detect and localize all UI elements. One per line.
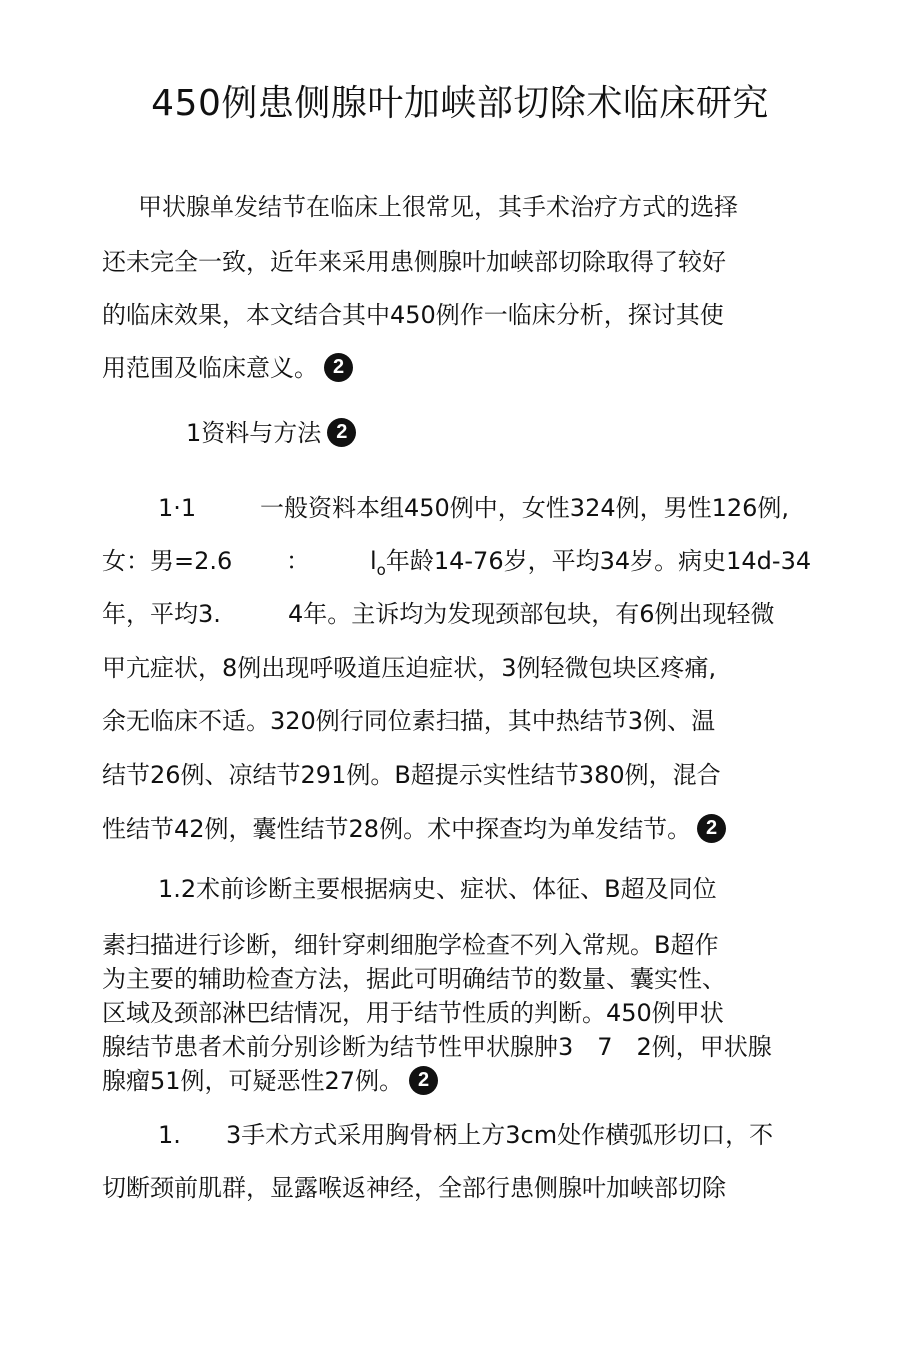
paragraph-line: 一般资料本组450例中，女性324例，男性126例, bbox=[260, 494, 790, 522]
footnote-marker-icon: 2 bbox=[697, 814, 726, 843]
ratio-letter: l bbox=[370, 547, 377, 575]
paragraph-text: 性结节42例，囊性结节28例。术中探查均为单发结节。 bbox=[102, 815, 692, 843]
section-heading-text: 1资料与方法 bbox=[186, 419, 322, 447]
intro-line-last bbox=[102, 351, 353, 385]
age-text: 年龄14-76岁，平均34岁。病史14d-34 bbox=[385, 547, 812, 575]
intro-line: 的临床效果，本文结合其中450例作一临床分析，探讨其使 bbox=[102, 301, 724, 329]
paragraph-line: 1.2术前诊断主要根据病史、症状、体征、B超及同位 bbox=[158, 875, 717, 903]
footnote-marker-icon: 2 bbox=[327, 418, 356, 447]
paragraph-line-segment: 4年。主诉均为发现颈部包块，有6例出现轻微 bbox=[288, 600, 775, 628]
paragraph-line: 素扫描进行诊断，细针穿刺细胞学检查不列入常规。B超作 bbox=[102, 931, 719, 959]
paragraph-line: 3手术方式采用胸骨柄上方3cm处作横弧形切口，不 bbox=[226, 1121, 774, 1149]
paragraph-line-segment: ： bbox=[286, 547, 310, 575]
subsection-number: 1·1 bbox=[158, 494, 197, 522]
paragraph-line-segment: 女：男=2.6 bbox=[102, 547, 233, 575]
intro-line: 甲状腺单发结节在临床上很常见，其手术治疗方式的选择 bbox=[138, 193, 738, 221]
paragraph-line: 腺结节患者术前分别诊断为结节性甲状腺肿3 7 2例，甲状腺 bbox=[102, 1033, 772, 1061]
paragraph-line: 甲亢症状，8例出现呼吸道压迫症状，3例轻微包块区疼痛, bbox=[102, 654, 717, 682]
paragraph-line: 切断颈前肌群，显露喉返神经，全部行患侧腺叶加峡部切除 bbox=[102, 1174, 726, 1202]
paragraph-line: 余无临床不适。320例行同位素扫描，其中热结节3例、温 bbox=[102, 707, 716, 735]
paragraph-line-segment bbox=[370, 544, 811, 581]
paragraph-line-last bbox=[102, 1064, 438, 1098]
ratio-subscript: o bbox=[376, 561, 386, 579]
paragraph-line: 结节26例、凉结节291例。B超提示实性结节380例，混合 bbox=[102, 761, 721, 789]
footnote-marker-icon: 2 bbox=[324, 353, 353, 382]
paragraph-text: 腺瘤51例，可疑恶性27例。 bbox=[102, 1067, 404, 1095]
intro-line: 还未完全一致，近年来采用患侧腺叶加峡部切除取得了较好 bbox=[102, 248, 726, 276]
paragraph-line-segment: 年，平均3. bbox=[102, 600, 221, 628]
paragraph-line-last bbox=[102, 812, 726, 846]
footnote-marker-icon: 2 bbox=[409, 1066, 438, 1095]
page-title: 450例患侧腺叶加峡部切除术临床研究 bbox=[151, 83, 769, 124]
paragraph-line: 为主要的辅助检查方法，据此可明确结节的数量、囊实性、 bbox=[102, 965, 726, 993]
section-heading bbox=[186, 416, 356, 450]
intro-line-text: 用范围及临床意义。 bbox=[102, 354, 318, 382]
paragraph-line: 区域及颈部淋巴结情况，用于结节性质的判断。450例甲状 bbox=[102, 999, 724, 1027]
subsection-number: 1. bbox=[158, 1121, 181, 1149]
